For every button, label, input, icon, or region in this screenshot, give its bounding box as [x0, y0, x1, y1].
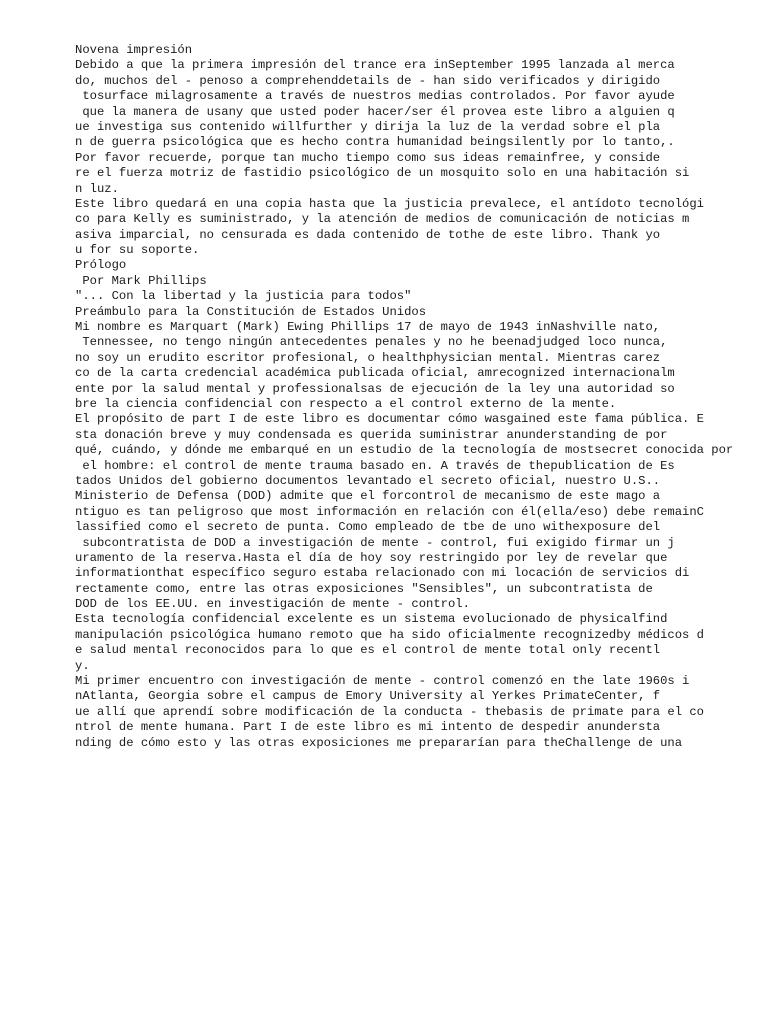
prologue-title: Prólogo — [75, 258, 127, 273]
text-line: Mi nombre es Marquart (Mark) Ewing Phillips 17 de mayo de 1943 inNashville nato, — [75, 320, 661, 335]
text-line: sta donación breve y muy condensada es querida suministrar anunderstanding de por — [75, 427, 668, 442]
text-line: tosurface milagrosamente a través de nuestros medias controlados. Por favor ayude — [75, 89, 675, 104]
document-body — [75, 43, 765, 751]
quote-line: "... Con la libertad y la justicia para todos" — [75, 289, 412, 304]
edition-heading: Novena impresión — [75, 43, 193, 57]
intro-paragraph — [75, 58, 765, 150]
text-line: n luz. — [75, 181, 119, 196]
text-line: ente por la salud mental y professionalsas de ejecución de la ley una autoridad so — [75, 381, 675, 396]
text-line: nAtlanta, Georgia sobre el campus de Emory University al Yerkes PrimateCenter, f — [75, 689, 661, 704]
text-line: qué, cuándo, y dónde me embarqué en un estudio de la tecnología de mostsecret conocida por — [75, 443, 734, 458]
text-line: e salud mental reconocidos para lo que es el control de mente total only recentl — [75, 643, 661, 658]
text-line: tados Unidos del gobierno documentos levantado el secreto oficial, nuestro U.S.. — [75, 473, 661, 488]
text-line: Este libro quedará en una copia hasta que la justicia prevalece, el antídoto tecnológi — [75, 196, 704, 211]
prologue-author: Por Mark Phillips — [75, 273, 207, 288]
text-line: que la manera de usany que usted poder hacer/ser él provea este libro a alguien q — [75, 104, 675, 119]
text-line: nding de cómo esto y las otras exposiciones me prepararían para theChallenge de una — [75, 735, 683, 750]
text-line: ue investiga sus contenido willfurther y dirija la luz de la verdad sobre el pla — [75, 119, 661, 134]
text-line: informationthat específico seguro estaba relacionado con mi locación de servicios di — [75, 566, 690, 581]
text-line: DOD de los EE.UU. en investigación de mente - control. — [75, 597, 470, 612]
text-line: n de guerra psicológica que es hecho contra humanidad beingsilently por lo tanto,. — [75, 135, 675, 150]
author-intro-paragraph — [75, 320, 765, 412]
copy-notice-paragraph — [75, 197, 765, 259]
text-line: Por favor recuerde, porque tan mucho tiempo como sus ideas remainfree, y conside — [75, 150, 661, 165]
text-line: bre la ciencia confidencial con respecto a el control externo de la mente. — [75, 396, 617, 411]
text-line: ue allí que aprendí sobre modificación de la conducta - thebasis de primate para el co — [75, 704, 704, 719]
first-encounter-paragraph — [75, 674, 765, 751]
text-line: re el fuerza motriz de fastidio psicológico de un mosquito solo en una habitación si — [75, 166, 690, 181]
text-line: Esta tecnología confidencial excelente es un sistema evolucionado de physicalfind — [75, 612, 668, 627]
text-line: ntrol de mente humana. Part I de este libro es mi intento de despedir anundersta — [75, 720, 661, 735]
text-line: co para Kelly es suministrado, y la atención de medios de comunicación de noticias m — [75, 212, 690, 227]
text-line: subcontratista de DOD a investigación de mente - control, fui exigido firmar un j — [75, 535, 675, 550]
text-line: y. — [75, 658, 90, 673]
preamble-title: Preámbulo para la Constitución de Estados Unidos — [75, 304, 427, 319]
text-line: co de la carta credencial académica publicada oficial, amrecognized internacionalm — [75, 366, 675, 381]
text-line: asiva imparcial, no censurada es dada contenido de tothe de este libro. Thank yo — [75, 227, 661, 242]
text-line: uramento de la reserva.Hasta el día de hoy soy restringido por ley de revelar que — [75, 550, 668, 565]
text-line: Mi primer encuentro con investigación de mente - control comenzó en the late 1960s i — [75, 674, 690, 689]
text-line: lassified como el secreto de punta. Como empleado de tbe de uno withexposure del — [75, 520, 661, 535]
text-line: ntiguo es tan peligroso que most información en relación con él(ella/eso) debe remainC — [75, 504, 704, 519]
text-line: rectamente como, entre las otras exposiciones "Sensibles", un subcontratista de — [75, 581, 653, 596]
purpose-paragraph — [75, 412, 765, 612]
text-line: Debido a que la primera impresión del trance era inSeptember 1995 lanzada al merca — [75, 58, 675, 73]
text-line: el hombre: el control de mente trauma basado en. A través de thepublication de Es — [75, 458, 675, 473]
reminder-paragraph — [75, 151, 765, 197]
text-line: do, muchos del - penoso a comprehenddetails de - han sido verificados y dirigido — [75, 73, 661, 88]
technology-paragraph — [75, 612, 765, 674]
text-line: Tennessee, no tengo ningún antecedentes penales y no he beenadjudged loco nunca, — [75, 335, 668, 350]
text-line: Ministerio de Defensa (DOD) admite que el forcontrol de mecanismo de este mago a — [75, 489, 661, 504]
text-line: El propósito de part I de este libro es documentar cómo wasgained este fama pública. E — [75, 412, 704, 427]
text-line: no soy un erudito escritor profesional, o healthphysician mental. Mientras carez — [75, 350, 661, 365]
text-line: u for su soporte. — [75, 243, 200, 258]
text-line: manipulación psicológica humano remoto que ha sido oficialmente recognizedby médicos d — [75, 627, 704, 642]
